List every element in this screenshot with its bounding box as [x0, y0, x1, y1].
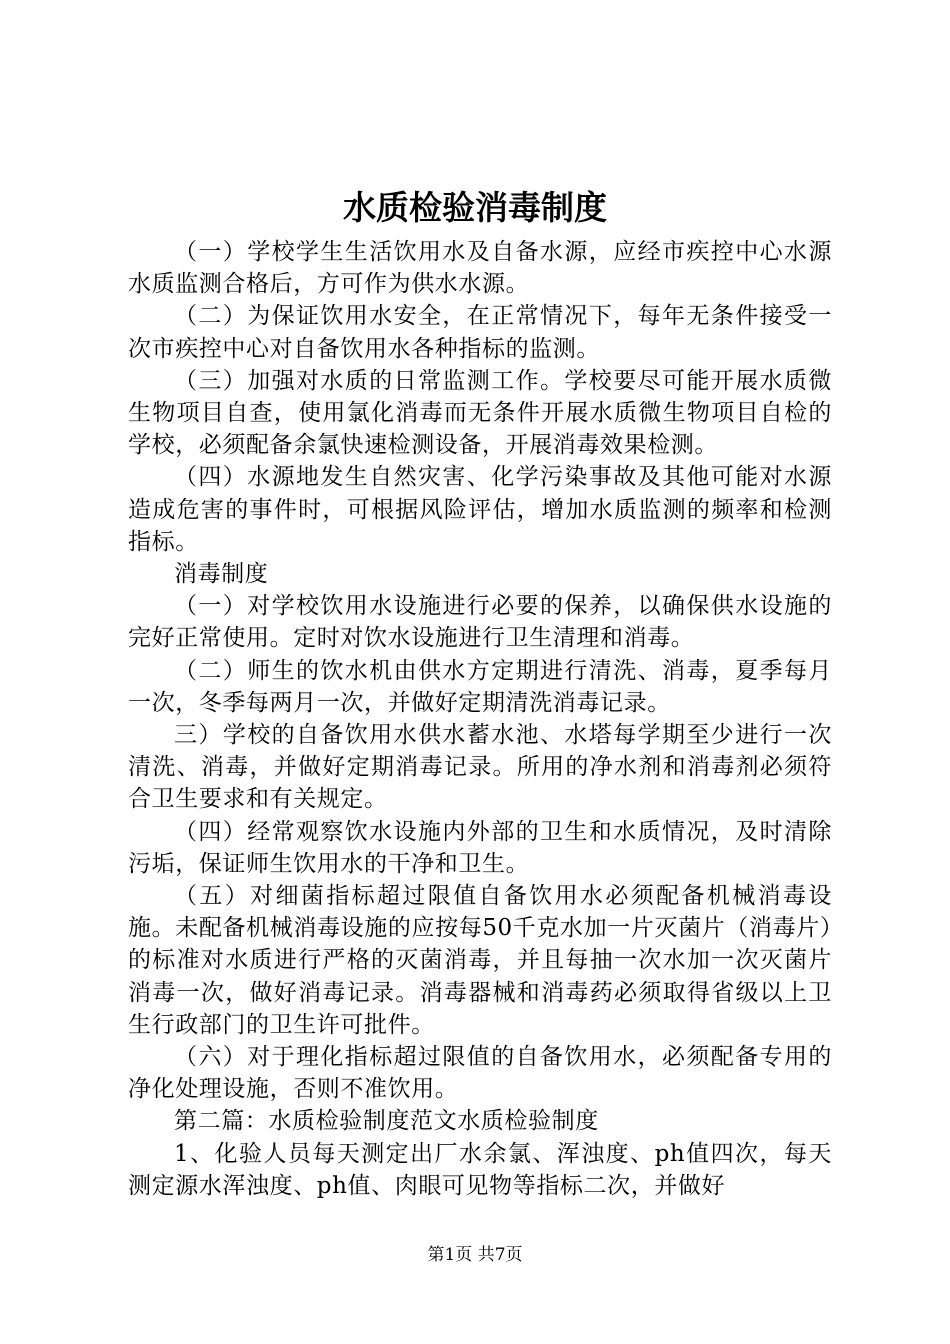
paragraph-4: （四）水源地发生自然灾害、化学污染事故及其他可能对水源造成危害的事件时，可根据风险评估，增加水质监测的频率和检测指标。 — [128, 464, 832, 555]
paragraph-10: （六）对于理化指标超过限值的自备饮用水，必须配备专用的净化处理设施，否则不准饮用。 — [128, 1044, 832, 1103]
paragraph-8: （四）经常观察饮水设施内外部的卫生和水质情况，及时清除污垢，保证师生饮用水的干净和卫生。 — [128, 818, 832, 877]
section-heading-disinfection: 消毒制度 — [174, 561, 269, 588]
paragraph-3: （三）加强对水质的日常监测工作。学校要尽可能开展水质微生物项目自查，使用氯化消毒而无条件开展水质微生物项目自检的学校，必须配备余氯快速检测设备，开展消毒效果检测。 — [128, 367, 832, 459]
paragraph-11: 1、化验人员每天测定出厂水余氯、浑浊度、ph值四次，每天测定源水浑浊度、ph值、肉眼可见物等指标二次，并做好 — [128, 1140, 832, 1199]
paragraph-1: （一）学校学生生活饮用水及自备水源，应经市疾控中心水源水质监测合格后，方可作为供水水源。 — [128, 239, 832, 298]
document-body — [128, 236, 832, 1202]
paragraph-6: （二）师生的饮水机由供水方定期进行清洗、消毒，夏季每月一次，冬季每两月一次，并做好定期清洗消毒记录。 — [128, 657, 832, 716]
section-heading-part-two: 第二篇：水质检验制度范文水质检验制度 — [174, 1108, 599, 1135]
paragraph-9: （五）对细菌指标超过限值自备饮用水必须配备机械消毒设施。未配备机械消毒设施的应按每50千克水加一片灭菌片（消毒片）的标准对水质进行严格的灭菌消毒，并且每抽一次水加一次灭菌片消毒一次，做好消毒记录。消毒器械和消毒药必须取得省级以上卫生行政部门的卫生许可批件。 — [128, 883, 832, 1038]
page-footer: 第1页 共7页 — [427, 1245, 523, 1265]
document-title: 水质检验消毒制度 — [343, 188, 607, 227]
paragraph-2: （二）为保证饮用水安全，在正常情况下，每年无条件接受一次市疾控中心对自备饮用水各种指标的监测。 — [128, 303, 832, 362]
paragraph-7: 三）学校的自备饮用水供水蓄水池、水塔每学期至少进行一次清洗、消毒，并做好定期消毒记录。所用的净水剂和消毒剂必须符合卫生要求和有关规定。 — [128, 722, 832, 813]
paragraph-5: （一）对学校饮用水设施进行必要的保养，以确保供水设施的完好正常使用。定时对饮水设施进行卫生清理和消毒。 — [128, 593, 832, 652]
